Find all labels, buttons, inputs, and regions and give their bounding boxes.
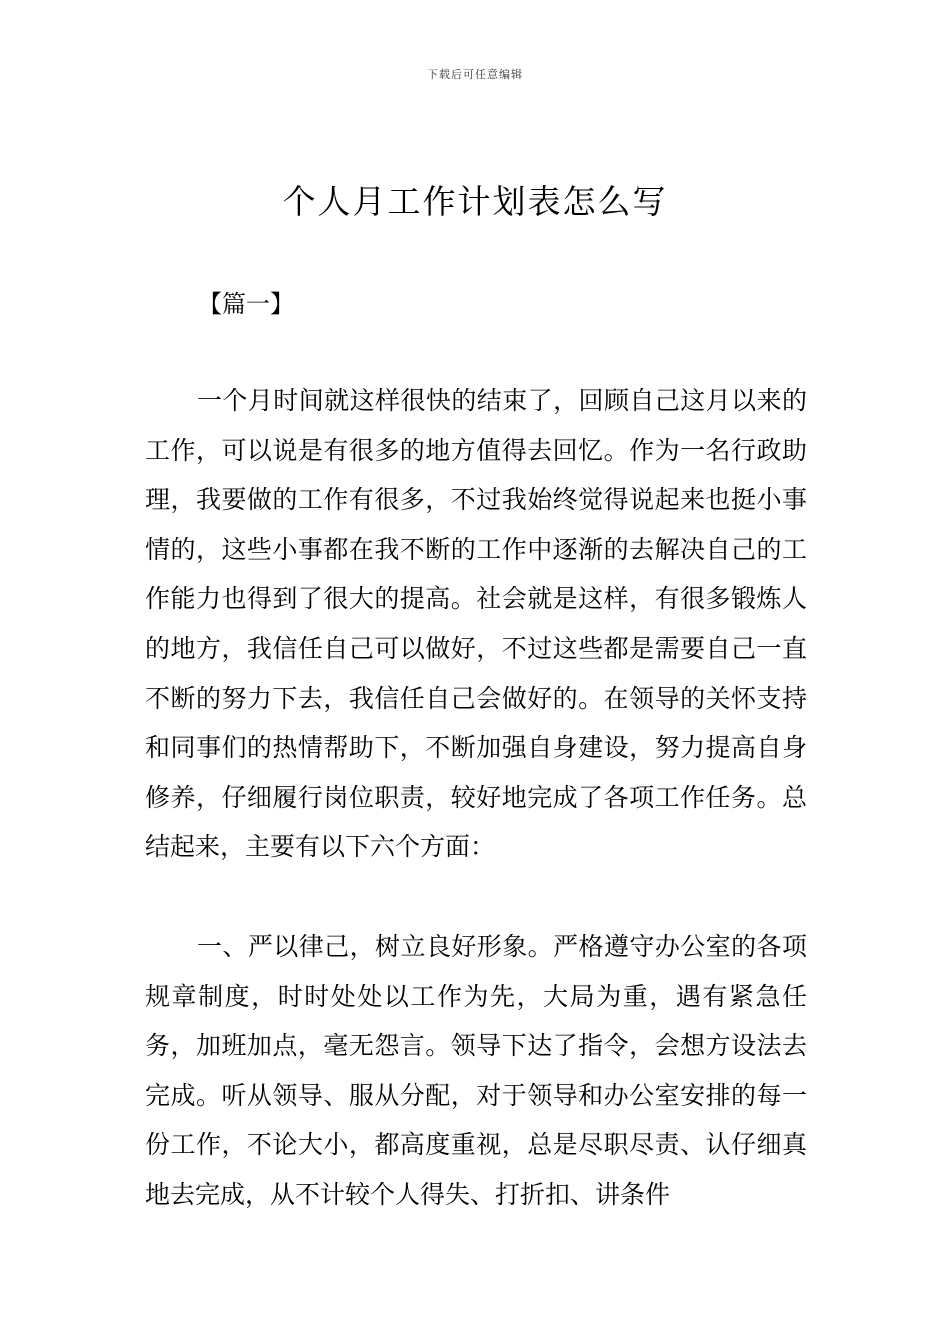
paragraph-2: 一、严以律己，树立良好形象。严格遵守办公室的各项规章制度，时时处处以工作为先，大局为重，遇有紧急任务，加班加点，毫无怨言。领导下达了指令，会想方设法去完成。听从领导、服从分配，对于领导和办公室安排的每一份工作，不论大小，都高度重视，总是尽职尽责、认仔细真地去完成，从不计较个人得失、打折扣、讲条件 <box>145 932 807 1209</box>
document-title: 个人月工作计划表怎么写 <box>282 182 668 221</box>
paragraph-1: 一个月时间就这样很快的结束了，回顾自己这月以来的工作，可以说是有很多的地方值得去回忆。作为一名行政助理，我要做的工作有很多，不过我始终觉得说起来也挺小事情的，这些小事都在我不断的工作中逐渐的去解决自己的工作能力也得到了很大的提高。社会就是这样，有很多锻炼人的地方，我信任自己可以做好，不过这些都是需要自己一直不断的努力下去，我信任自己会做好的。在领导的关怀支持和同事们的热情帮助下，不断加强自身建设，努力提高自身修养，仔细履行岗位职责，较好地完成了各项工作任务。总结起来，主要有以下六个方面： <box>145 386 807 862</box>
section-label: 【篇一】 <box>198 290 294 318</box>
header-note: 下载后可任意编辑 <box>427 68 523 81</box>
